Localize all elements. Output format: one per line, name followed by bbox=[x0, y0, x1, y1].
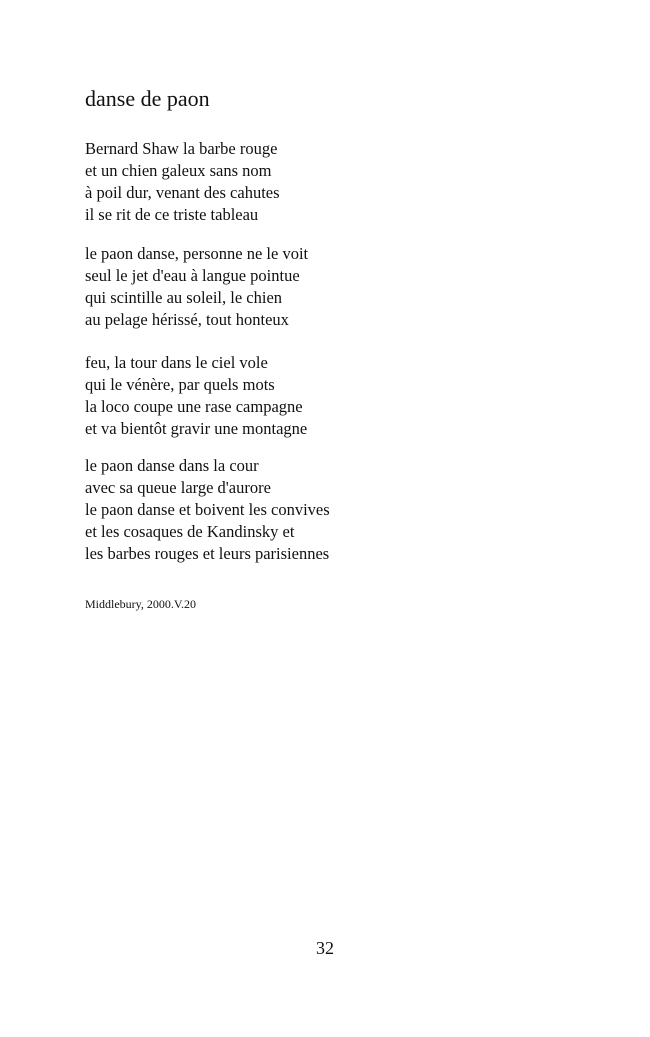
poem-line: et va bientôt gravir une montagne bbox=[85, 419, 308, 438]
poem-line: les barbes rouges et leurs parisiennes bbox=[85, 544, 330, 563]
poem-line: et les cosaques de Kandinsky et bbox=[85, 522, 295, 541]
poem-line: à poil dur, venant des cahutes bbox=[85, 183, 280, 202]
poem-line: feu, la tour dans le ciel vole bbox=[85, 353, 268, 372]
poem-line: seul le jet d'eau à langue pointue bbox=[85, 266, 300, 285]
poem-line: il se rit de ce triste tableau bbox=[85, 205, 259, 224]
place-date-signature: Middlebury, 2000.V.20 bbox=[85, 597, 196, 611]
poem-line: le paon danse, personne ne le voit bbox=[85, 244, 309, 263]
page-number: 32 bbox=[316, 938, 334, 958]
stanza-4 bbox=[85, 455, 330, 565]
poem-line: et un chien galeux sans nom bbox=[85, 161, 272, 180]
poem-line: au pelage hérissé, tout honteux bbox=[85, 310, 289, 329]
poem-line: Bernard Shaw la barbe rouge bbox=[85, 139, 278, 158]
poem-line: avec sa queue large d'aurore bbox=[85, 478, 271, 497]
poem-title: danse de paon bbox=[85, 86, 210, 111]
stanza-1 bbox=[85, 138, 280, 226]
poem-line: qui le vénère, par quels mots bbox=[85, 375, 275, 394]
poem-line: le paon danse dans la cour bbox=[85, 456, 259, 475]
poem-line: le paon danse et boivent les convives bbox=[85, 500, 330, 519]
stanza-3 bbox=[85, 352, 307, 440]
poem-line: la loco coupe une rase campagne bbox=[85, 397, 303, 416]
poem-line: qui scintille au soleil, le chien bbox=[85, 288, 283, 307]
stanza-2 bbox=[85, 243, 308, 331]
